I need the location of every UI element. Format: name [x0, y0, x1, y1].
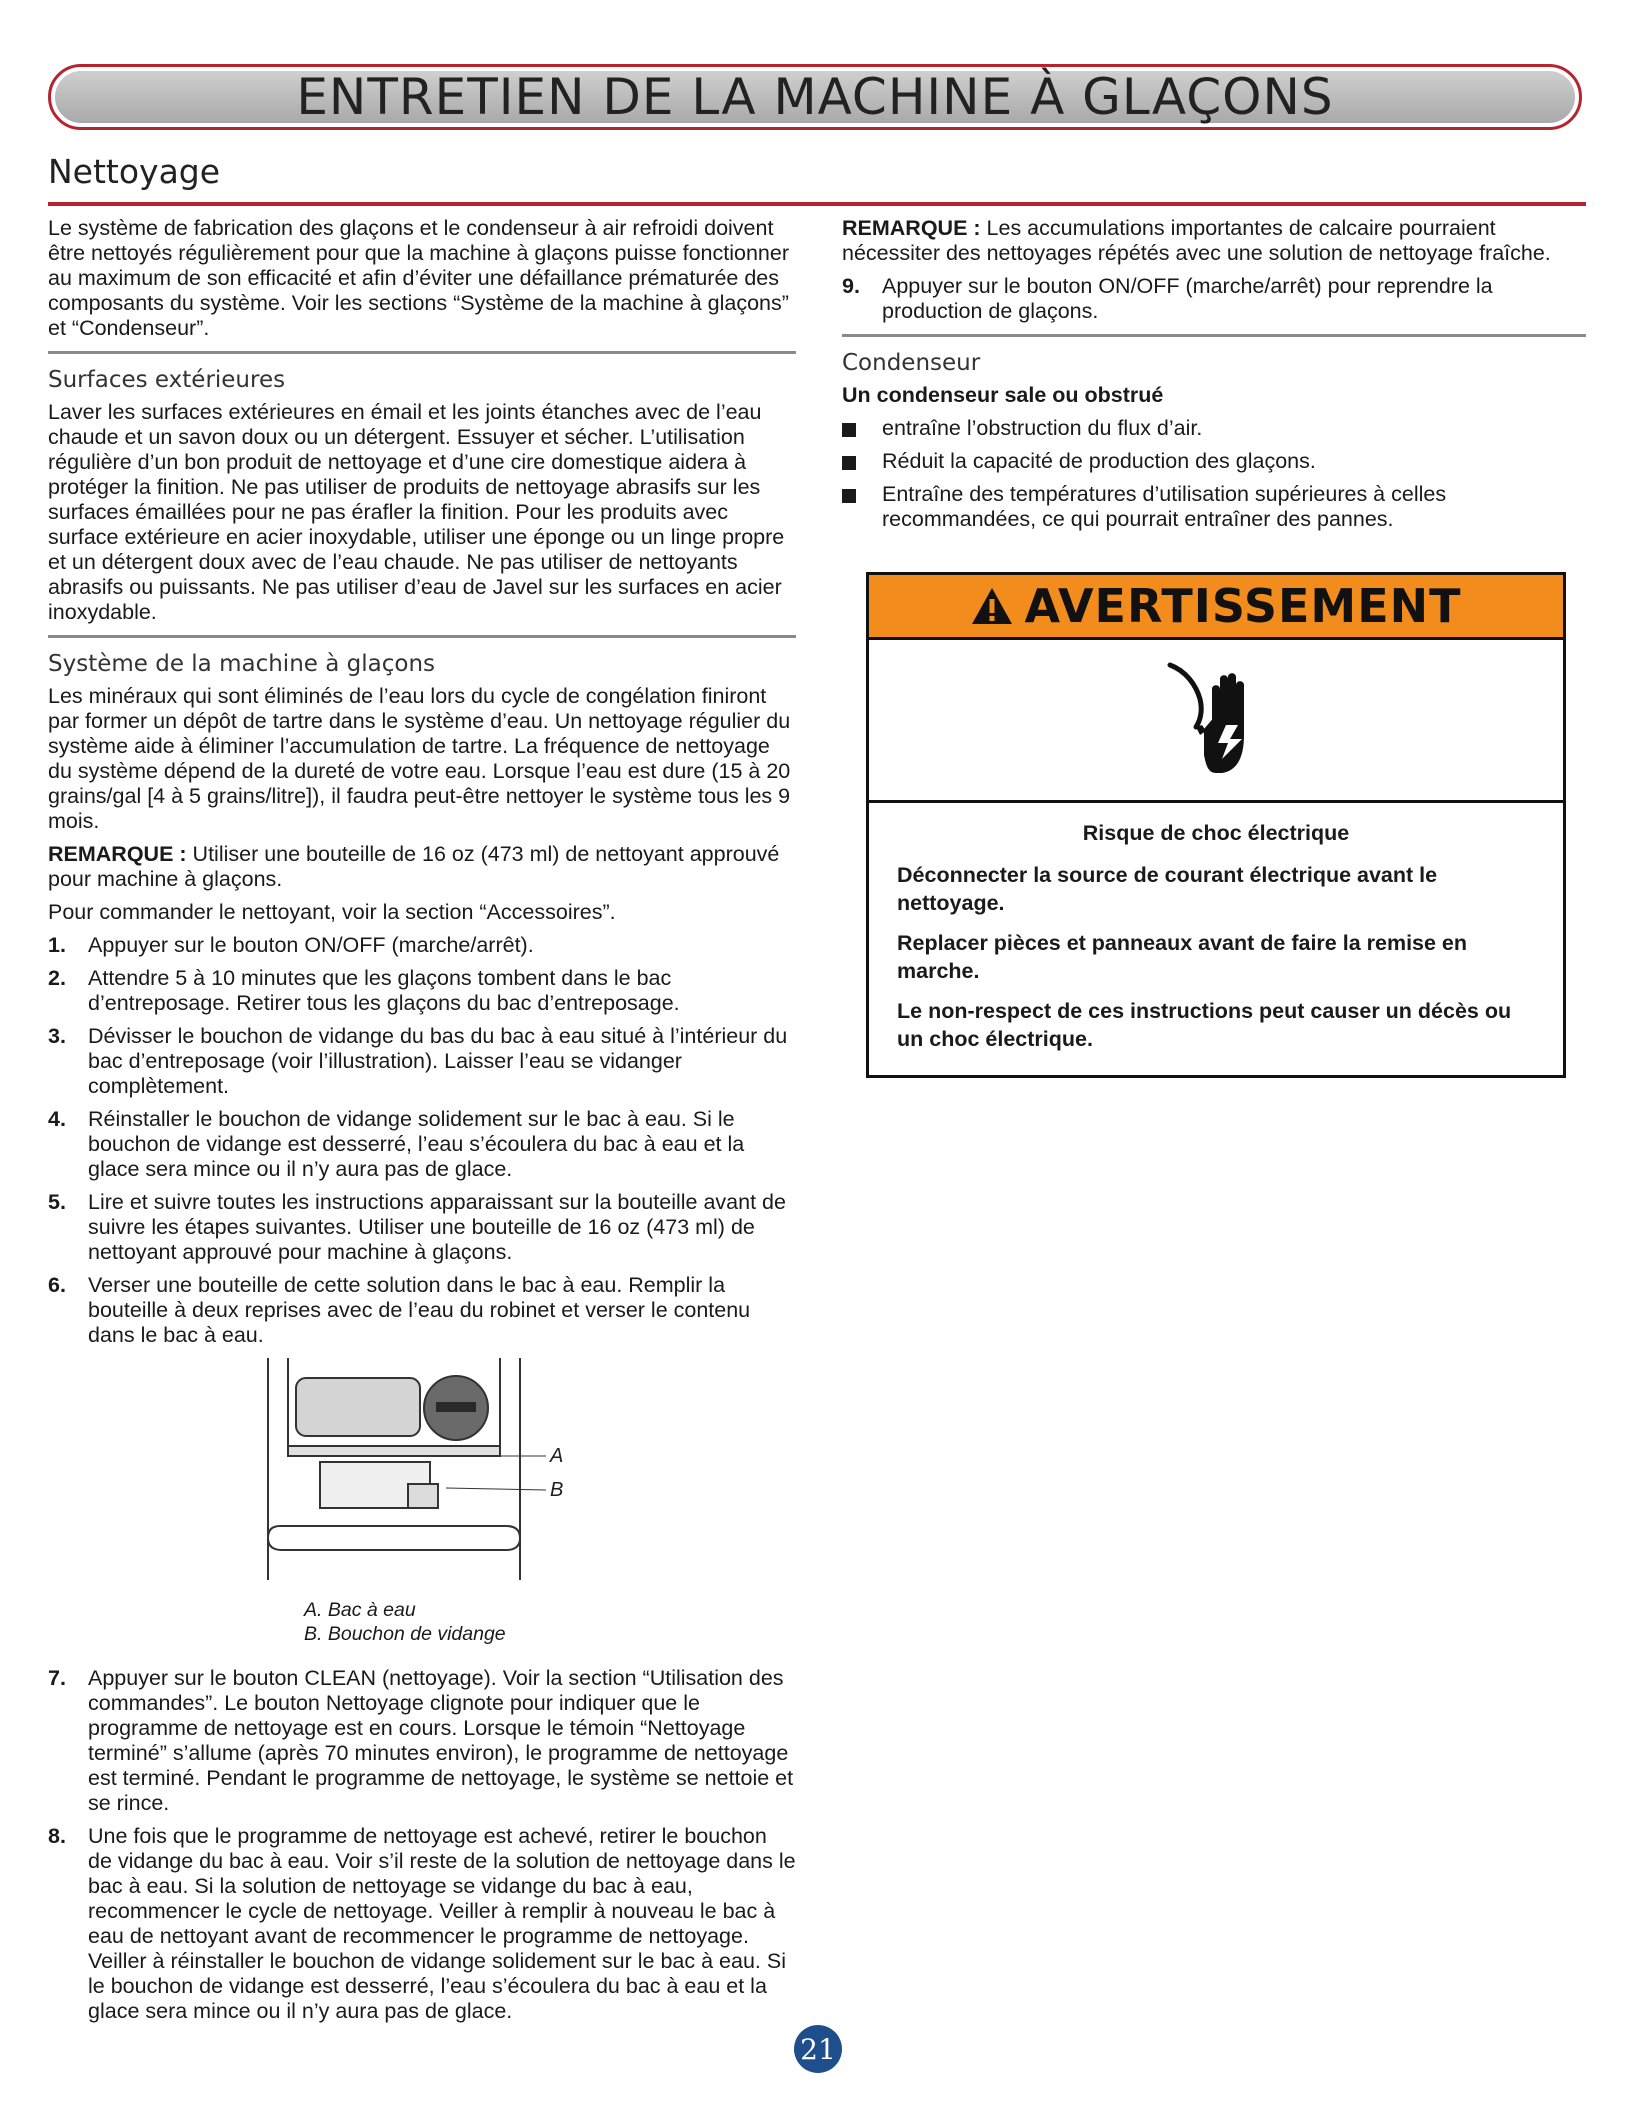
page-title: ENTRETIEN DE LA MACHINE À GLAÇONS [296, 68, 1334, 126]
electric-shock-hand-icon [1156, 655, 1276, 785]
order-paragraph: Pour commander le nettoyant, voir la section “Accessoires”. [48, 900, 616, 924]
step-text: Lire et suivre toutes les instructions apparaissant sur la bouteille avant de suivre les étapes suivantes. Utiliser une bouteille de 16 oz (473 ml) de nettoyant approuvé pour machine à glaçons. [88, 1190, 786, 1264]
step-number: 4. [48, 1107, 66, 1131]
caption-b: B. Bouchon de vidange [304, 1623, 506, 1645]
list-item [842, 416, 1586, 441]
bullet-text: Réduit la capacité de production des glaçons. [882, 449, 1316, 473]
warning-title: AVERTISSEMENT [1024, 579, 1462, 633]
system-note [48, 842, 796, 892]
list-item [48, 1273, 796, 1348]
exterior-paragraph: Laver les surfaces extérieures en émail et les joints étanches avec de l’eau chaude et un savon doux ou un détergent. Essuyer et sécher. L’utilisation régulière d’un bon produit de nettoyage et d’une cire domestique aidera à protéger la finition. Ne pas utiliser de produits de nettoyage abrasifs sur les surfaces émaillées pour ne pas érafler la finition. Pour les produits avec surface extérieure en acier inoxydable, utiliser une éponge ou un linge propre et un détergent doux avec de l’eau chaude. Ne pas utiliser de nettoyants abrasifs ou puissants. Ne pas utiliser d’eau de Javel sur les surfaces en acier inoxydable. [48, 400, 785, 624]
condenser-lead: Un condenseur sale ou obstrué [842, 383, 1164, 407]
page-number-badge: 21 [794, 2025, 842, 2073]
warning-icon-row [869, 640, 1563, 803]
title-banner-inner [55, 68, 1575, 126]
system-title: Système de la machine à glaçons [48, 651, 436, 677]
divider [48, 351, 796, 354]
condenser-title: Condenseur [842, 350, 981, 376]
note-label: REMARQUE : [842, 216, 981, 240]
right-note [842, 216, 1586, 266]
title-banner [48, 64, 1582, 130]
step-number: 6. [48, 1273, 66, 1297]
step-number: 9. [842, 274, 860, 298]
warning-triangle-icon [970, 586, 1014, 626]
illustration-drawing [260, 1358, 640, 1590]
warning-box [866, 572, 1566, 1078]
step-text: Appuyer sur le bouton CLEAN (nettoyage). Voir la section “Utilisation des commandes”. Le bouton Nettoyage clignote pour indiquer que le programme de nettoyage est en cours. Lorsque le témoin “Nettoyage terminé” s’allume (après 70 minutes environ), le programme de nettoyage est terminé. Pendant le programme de nettoyage, le système se nettoie et se rince. [88, 1666, 794, 1815]
label-a: A [550, 1445, 564, 1467]
step-text: Verser une bouteille de cette solution dans le bac à eau. Remplir la bouteille à deux reprises avec de l’eau du robinet et verser le contenu dans le bac à eau. [88, 1273, 751, 1347]
section-title: Nettoyage [48, 152, 221, 191]
list-item [842, 482, 1586, 532]
list-item [48, 1190, 796, 1265]
section-divider [48, 202, 1586, 206]
warning-risk: Risque de choc électrique [1082, 821, 1350, 845]
list-item [48, 1666, 796, 1816]
step-text: Attendre 5 à 10 minutes que les glaçons tombent dans le bac d’entreposage. Retirer tous les glaçons du bac d’entreposage. [88, 966, 680, 1015]
bullet-square-icon [842, 456, 856, 470]
condenser-list [842, 416, 1586, 532]
caption-a: A. Bac à eau [304, 1599, 416, 1621]
label-b: B [550, 1479, 564, 1501]
step-text: Une fois que le programme de nettoyage est achevé, retirer le bouchon de vidange du bac à eau. Voir s’il reste de la solution de nettoyage dans le bac à eau. Si la solution de nettoyage se vidange du bac à eau, recommencer le cycle de nettoyage. Veiller à remplir à nouveau le bac à eau de nettoyant avant de recommencer le programme de nettoyage. Veiller à réinstaller le bouchon de vidange solidement sur le bac à eau. Si le bouchon de vidange est desserré, l’eau s’écoulera du bac à eau et la glace sera mince ou il n’y aura pas de glace. [88, 1824, 796, 2023]
system-paragraph: Les minéraux qui sont éliminés de l’eau lors du cycle de congélation finiront par former un dépôt de tartre dans le système d’eau. Un nettoyage régulier du système aide à éliminer l’accumulation de tartre. La fréquence de nettoyage du système dépend de la dureté de votre eau. Lorsque l’eau est dure (15 à 20 grains/gal [4 à 5 grains/litre]), il faudra peut-être nettoyer le système tous les 9 mois. [48, 684, 791, 833]
step-text: Dévisser le bouchon de vidange du bas du bac à eau situé à l’intérieur du bac d’entreposage (voir l’illustration). Laisser l’eau se vidanger complètement. [88, 1024, 788, 1098]
bullet-square-icon [842, 489, 856, 503]
right-column [842, 216, 1586, 540]
step-number: 2. [48, 966, 66, 990]
bullet-text: Entraîne des températures d’utilisation supérieures à celles recommandées, ce qui pourrait entraîner des pannes. [882, 482, 1447, 531]
figure-caption [304, 1598, 506, 1646]
list-item [48, 1024, 796, 1099]
bullet-text: entraîne l’obstruction du flux d’air. [882, 416, 1203, 440]
intro-paragraph: Le système de fabrication des glaçons et le condenseur à air refroidi doivent être nettoyés régulièrement pour que la machine à glaçons puisse fonctionner au maximum de son efficacité et afin d’éviter une défaillance prématurée des composants du système. Voir les sections “Système de la machine à glaçons” et “Condenseur”. [48, 216, 790, 340]
list-item [48, 1824, 796, 2024]
steps-list [48, 933, 796, 1348]
step-number: 7. [48, 1666, 66, 1690]
list-item [48, 933, 796, 958]
step-text: Réinstaller le bouchon de vidange solidement sur le bac à eau. Si le bouchon de vidange est desserré, l’eau s’écoulera du bac à eau et la glace sera mince ou il n’y aura pas de glace. [88, 1107, 745, 1181]
step-number: 1. [48, 933, 66, 957]
bullet-square-icon [842, 423, 856, 437]
step-text: Appuyer sur le bouton ON/OFF (marche/arrêt) pour reprendre la production de glaçons. [882, 274, 1493, 323]
ice-machine-illustration [48, 1358, 796, 1658]
warning-line: Déconnecter la source de courant électrique avant le nettoyage. [897, 863, 1438, 915]
note-text: Utiliser une bouteille de 16 oz (473 ml) de nettoyant approuvé pour machine à glaçons. [48, 842, 780, 891]
list-item [48, 1107, 796, 1182]
step-number: 5. [48, 1190, 66, 1214]
divider [842, 334, 1586, 337]
note-label: REMARQUE : [48, 842, 187, 866]
divider [48, 635, 796, 638]
warning-line: Le non-respect de ces instructions peut causer un décès ou un choc électrique. [897, 999, 1512, 1051]
list-item [48, 966, 796, 1016]
warning-body [869, 803, 1563, 1081]
steps-list-right [842, 274, 1586, 324]
step-text: Appuyer sur le bouton ON/OFF (marche/arrêt). [88, 933, 534, 957]
note-text: Les accumulations importantes de calcaire pourraient nécessiter des nettoyages répétés avec une solution de nettoyage fraîche. [842, 216, 1551, 265]
list-item [842, 449, 1586, 474]
step-number: 3. [48, 1024, 66, 1048]
list-item [842, 274, 1586, 324]
steps-list-continued [48, 1666, 796, 2024]
exterior-title: Surfaces extérieures [48, 367, 286, 393]
warning-header [869, 575, 1563, 640]
step-number: 8. [48, 1824, 66, 1848]
left-column [48, 216, 796, 2032]
warning-line: Replacer pièces et panneaux avant de faire la remise en marche. [897, 931, 1468, 983]
